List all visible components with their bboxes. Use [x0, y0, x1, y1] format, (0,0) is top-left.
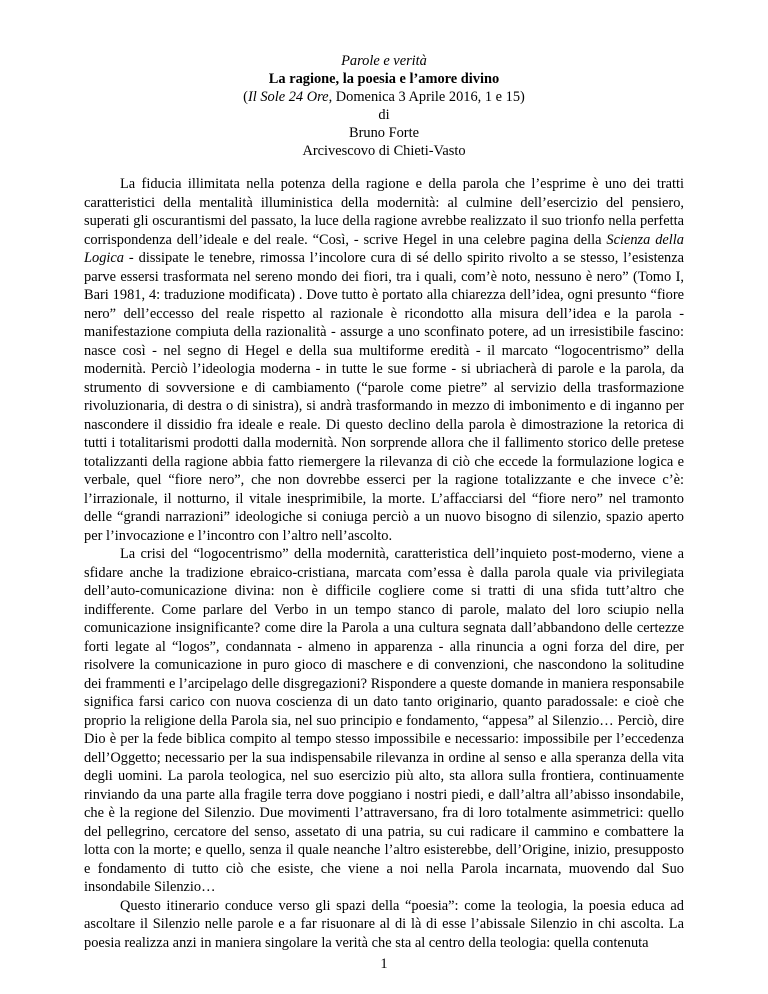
paragraph-1-emphasis: Scienza della Logica [84, 231, 685, 266]
source-details: , Domenica 3 Aprile 2016, 1 e 15) [328, 89, 525, 105]
source-line [0, 88, 768, 106]
article-header [0, 52, 768, 160]
article-title: La ragione, la poesia e l’amore divino [268, 71, 500, 87]
paragraph-1 [84, 175, 684, 545]
source-publication: Il Sole 24 Ore [247, 89, 329, 105]
paragraph-2: La crisi del “logocentrismo” della modernità, caratteristica dell’inquieto post-moderno, viene a sfidare anche la tradizione ebraico-cristiana, marcata com’essa è dalla parola quale via privilegiata dell’auto-comunicazione divina: non è difficile cogliere come si tratti di una sfida tutt’altro che indifferente. Come parlare del Verbo in un tempo stanco di parole, malato del loro sciupio nella comunicazione insignificante? come dire la Parola a una cultura segnata dall’abbandono delle certezze forti legate al “logos”, condannata - almeno in apparenza - alla rinuncia a ogni forza del dire, per risolvere la comunicazione in puro gioco di maschere e di convenzioni, che nascondono la solitudine dei frammenti e l’arcipelago delle disgregazioni? Rispondere a queste domande in maniera responsabile significa farsi carico con nuova coscienza di un dato tanto originario, quanto paradossale: e cioè che proprio la religione della Parola sia, nel suo principio e fondamento, “appesa” al Silenzio… Perciò, dire Dio è per la fede biblica compito al tempo stesso impossibile e necessario: impossibile per l’eccedenza dell’Oggetto; necessario per la sua indispensabile rilevanza in ordine al senso e alla speranza della vita degli uomini. La parola teologica, nel suo esercizio più alto, sta allora sulla frontiera, continuamente rinviando da una parte alla fragile terra dove poggiano i nostri piedi, e dall’altra all’abisso insondabile, che è la regione del Silenzio. Due movimenti l’attraversano, fra di loro totalmente asimmetrici: quello del pellegrino, cercatore del senso, assetato di una patria, su cui radicare il cammino e combattere la lotta con la morte; e quello, senza il quale neanche l’altro esisterebbe, dell’Origine, inizio, presupposto e fondamento di tutto ciò che esiste, che viene a noi nella Parola incarnata, muovendo dal Suo insondabile Silenzio… [84, 546, 684, 895]
paragraph-3: Questo itinerario conduce verso gli spazi della “poesia”: come la teologia, la poesia educa ad ascoltare il Silenzio nelle parole e a far risuonare al di là di esse l’abissale Silenzio in chi ascolta. La poesia realizza anzi in maniera singolare la verità che sta al centro della teologia: quella contenuta [84, 897, 684, 951]
by-line: di [378, 107, 390, 123]
author-role: Arcivescovo di Chieti-Vasto [302, 143, 466, 159]
rubric: Parole e verità [341, 53, 427, 69]
source-open-paren: ( [243, 89, 248, 105]
paragraph-1-part-1: La fiducia illimitata nella potenza della ragione e della parola che l’esprime è uno dei tratti caratteristici della mentalità illuministica della modernità: al culmine dell’esercizio del pensiero, superati gli oscurantismi del passato, la luce della ragione avrebbe realizzato il suo trionfo nella perfetta corrispondenza dell’ideale e del reale. “Così, - scrive Hegel in una celebre pagina della [84, 176, 684, 248]
author-name: Bruno Forte [349, 125, 419, 141]
article-body [84, 175, 684, 952]
page-number: 1 [380, 956, 388, 972]
paragraph-1-part-2: - dissipate le tenebre, rimossa l’incolore cura di sé dello spirito rivolto a se stesso, l’esistenza parve essersi trasformata nel sereno mondo dei fiori, tra i quali, com’è noto, nessuno è nero” (Tomo I, Bari 1981, 4: traduzione modificata) . Dove tutto è portato alla chiarezza dell’idea, ogni presunto “fiore nero” dell’eccesso del reale rispetto al razionale è ricondotto alla misura dell’idea e la parola - manifestazione compiuta della razionalità - assurge a uno sconfinato potere, ad un irresistibile fascino: nasce così - nel segno di Hegel e della sua multiforme eredità - il marcato “logocentrismo” della modernità. Perciò l’ideologia moderna - in tutte le sue forme - si ubriacherà di parole e la parola, da strumento di sovversione e di cambiamento (“parole come pietre” al servizio della trasformazione rivoluzionaria, di destra o di sinistra), si andrà trasformando in mezzo di imbonimento e di inganno per nascondere il dissidio fra ideale e reale. Di questo declino della parola è dimostrazione la retorica di tutti i totalitarismi prodotti dalla modernità. Non sorprende allora che il fallimento storico delle pretese totalizzanti della ragione abbia fatto riemergere la rilevanza di ciò che eccede la formulazione logica e verbale, quel “fiore nero”, che non dovrebbe esserci per la ragione totalizzante e che invece c’è: l’irrazionale, il notturno, il vitale inesprimibile, la morte. L’affacciarsi del “fiore nero” nel tramonto delle “grandi narrazioni” ideologiche si coniuga perciò a un nuovo bisogno di silenzio, spazio aperto per l’invocazione e l’incontro con l’altro nell’ascolto. [84, 250, 684, 544]
